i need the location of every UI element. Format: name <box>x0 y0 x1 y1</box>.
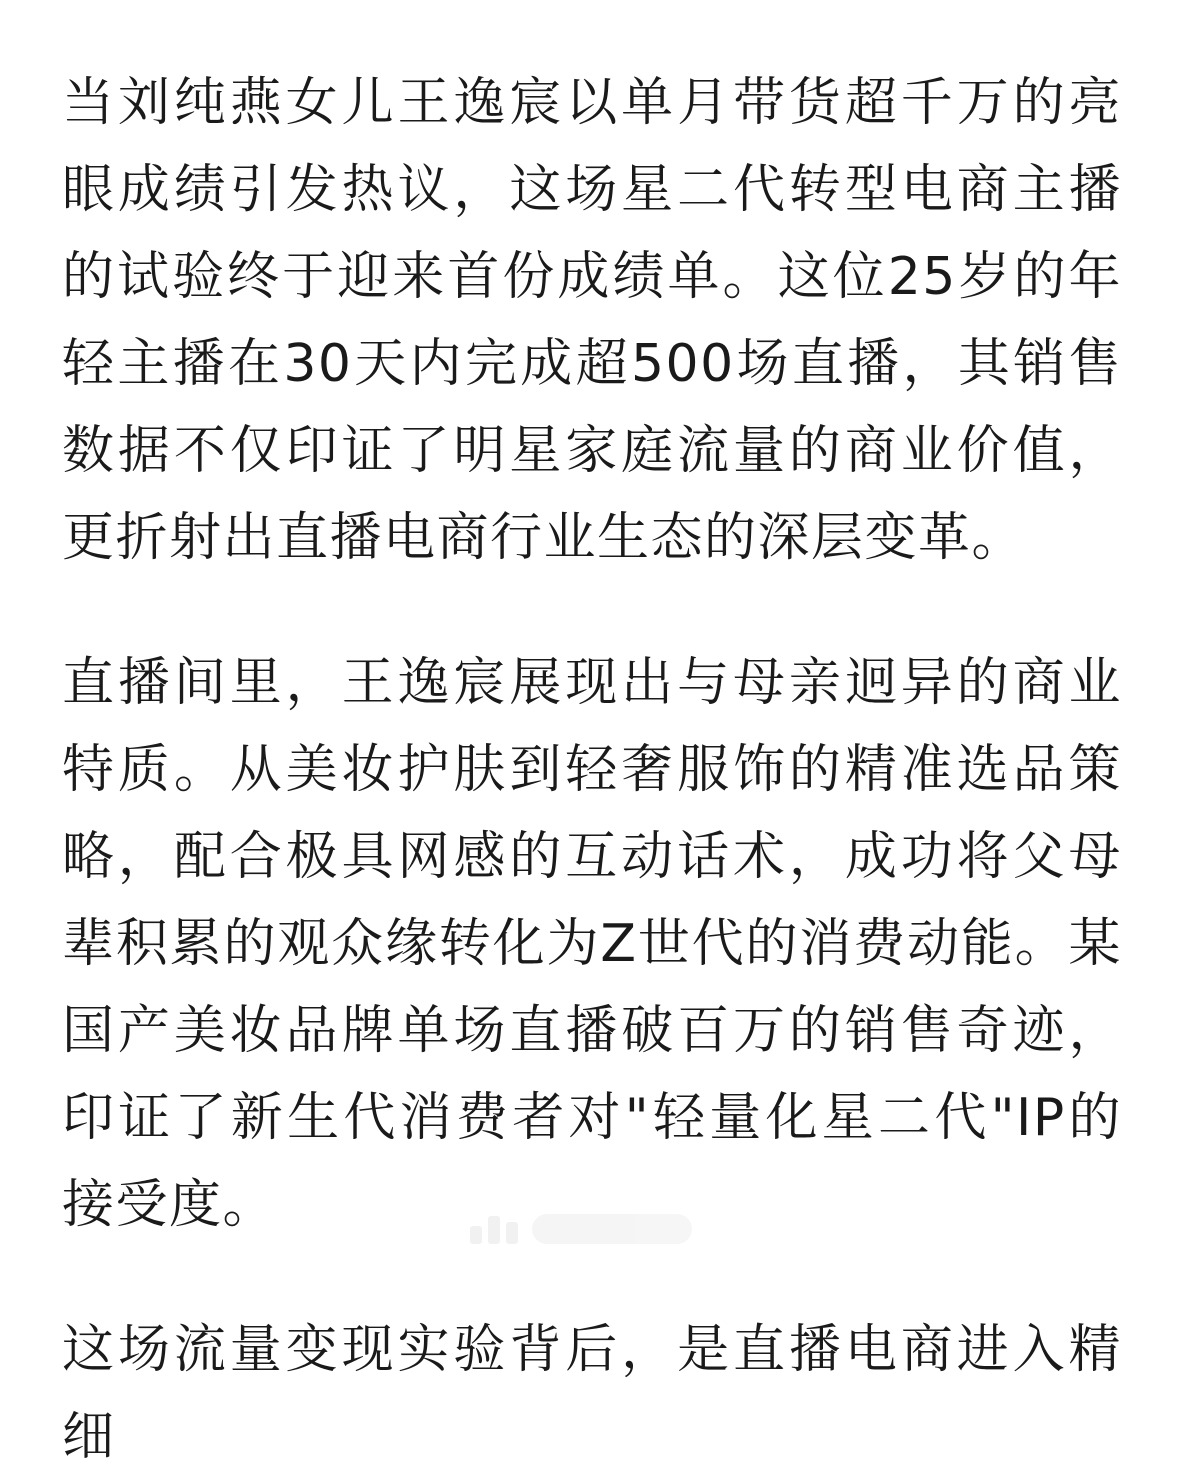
article-body <box>62 60 1122 1467</box>
paragraph-3: 这场流量变现实验背后，是直播电商进入精细 <box>62 1320 1122 1467</box>
paragraph-2: 直播间里，王逸宸展现出与母亲迥异的商业特质。从美妆护肤到轻奢服饰的精准选品策略，配合极具网感的互动话术，成功将父母辈积累的观众缘转化为Z世代的消费动能。某国产美妆品牌单场直播破百万的销售奇迹，印证了新生代消费者对"轻量化星二代"IP的接受度。 <box>62 653 1122 1235</box>
paragraph-1: 当刘纯燕女儿王逸宸以单月带货超千万的亮眼成绩引发热议，这场星二代转型电商主播的试验终于迎来首份成绩单。这位25岁的年轻主播在30天内完成超500场直播，其销售数据不仅印证了明星家庭流量的商业价值，更折射出直播电商行业生态的深层变革。 <box>62 73 1122 568</box>
watermark-logo <box>470 1214 692 1244</box>
